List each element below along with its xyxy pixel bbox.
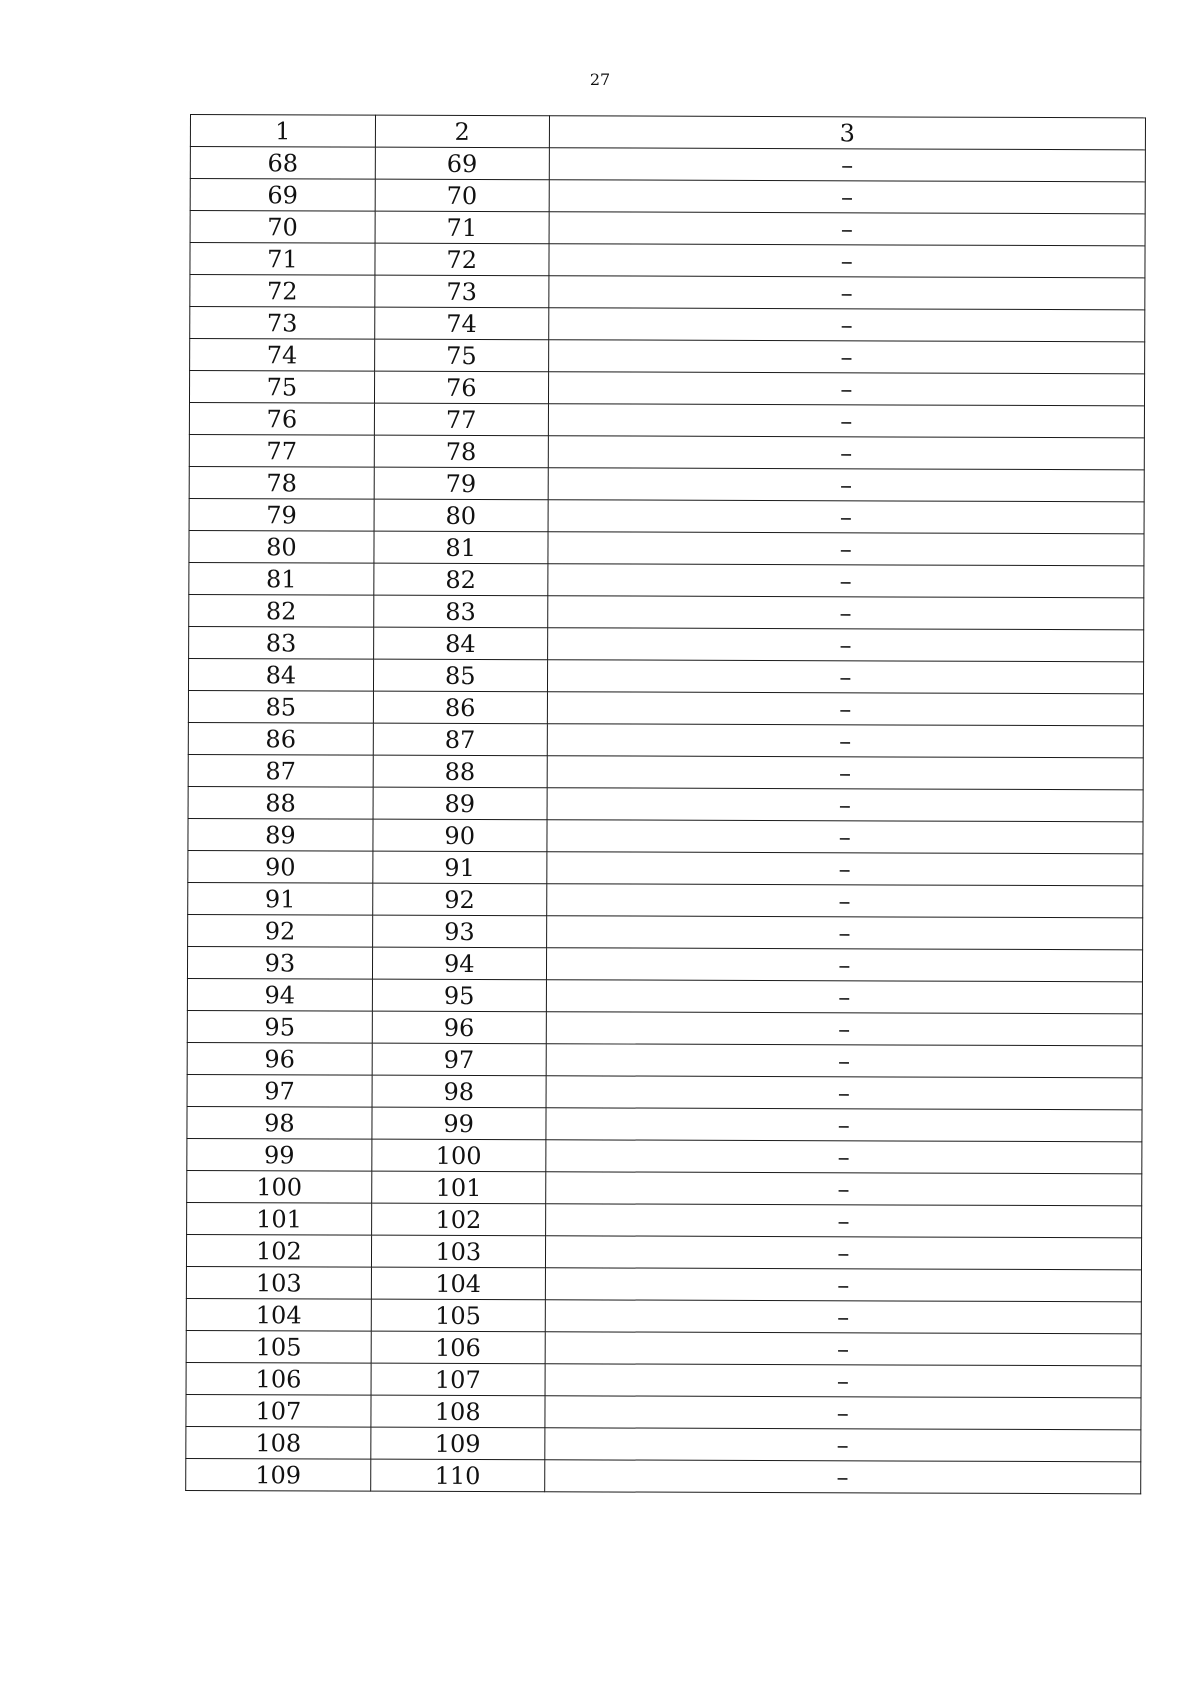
table-row	[187, 1074, 1142, 1109]
table-cell-col-2: 78	[374, 435, 548, 468]
table-cell-col-3: –	[548, 500, 1144, 534]
table-cell-col-2: 100	[372, 1139, 546, 1172]
table-cell-col-1: 94	[187, 978, 372, 1011]
table-cell-col-1: 98	[187, 1106, 372, 1139]
table-row	[186, 1362, 1141, 1397]
table-cell-col-2: 105	[371, 1299, 545, 1332]
table-row	[188, 850, 1143, 885]
table-cell-col-2: 107	[371, 1363, 545, 1396]
table-row	[190, 179, 1145, 214]
table-cell-col-3: –	[549, 212, 1145, 246]
table-cell-col-3: –	[545, 1364, 1141, 1398]
table-cell-col-2: 71	[375, 211, 549, 244]
table-row	[187, 1106, 1142, 1141]
table-cell-col-3: –	[547, 596, 1143, 630]
table-cell-col-1: 79	[189, 498, 374, 531]
table-cell-col-3: –	[545, 1236, 1141, 1270]
table-cell-col-3: –	[546, 916, 1142, 950]
table-cell-col-1: 88	[188, 786, 373, 819]
table-cell-col-1: 75	[189, 371, 374, 404]
table-cell-col-1: 108	[186, 1426, 371, 1459]
table-cell-col-1: 92	[188, 914, 373, 947]
table-cell-col-3: –	[547, 692, 1143, 726]
table-cell-col-2: 79	[374, 467, 548, 500]
table-cell-col-3: –	[547, 628, 1143, 662]
table-cell-col-3: –	[546, 1012, 1142, 1046]
table-cell-col-1: 90	[188, 850, 373, 883]
table-cell-col-3: –	[546, 1076, 1142, 1110]
table-row	[189, 371, 1144, 406]
table-row	[188, 882, 1143, 917]
table-cell-col-3: –	[549, 244, 1145, 278]
table-cell-col-1: 83	[189, 626, 374, 659]
table-row	[187, 1042, 1142, 1077]
table-cell-col-1: 71	[190, 243, 375, 276]
table-row	[186, 1330, 1141, 1365]
table-cell-col-3: –	[548, 276, 1144, 310]
table-row	[186, 1234, 1141, 1269]
table-cell-col-1: 81	[189, 562, 374, 595]
table-cell-col-3: –	[545, 1140, 1141, 1174]
table-cell-col-2: 75	[374, 339, 548, 372]
table-cell-col-1: 74	[190, 339, 375, 372]
table-cell-col-3: –	[546, 1108, 1142, 1142]
table-cell-col-3: –	[548, 404, 1144, 438]
table-cell-col-2: 86	[373, 691, 547, 724]
table-cell-col-3: –	[546, 948, 1142, 982]
table-row	[189, 594, 1144, 629]
table-cell-col-2: 93	[372, 915, 546, 948]
table-cell-col-2: 95	[372, 979, 546, 1012]
table-cell-col-1: 107	[186, 1394, 371, 1427]
table-cell-col-3: –	[547, 820, 1143, 854]
table-cell-col-1: 102	[186, 1234, 371, 1267]
table-cell-col-3: –	[549, 180, 1145, 214]
table-row	[186, 1298, 1141, 1333]
table-row	[188, 658, 1143, 693]
table-cell-col-1: 105	[186, 1330, 371, 1363]
table-row	[188, 690, 1143, 725]
table-cell-col-2: 92	[373, 883, 547, 916]
table-cell-col-3: –	[545, 1172, 1141, 1206]
table-row	[188, 722, 1143, 757]
table-row	[190, 339, 1145, 374]
table-cell-col-2: 81	[374, 531, 548, 564]
table-cell-col-2: 98	[372, 1075, 546, 1108]
table-cell-col-1: 82	[189, 594, 374, 627]
table-row	[190, 243, 1145, 278]
table-cell-col-1: 109	[186, 1458, 371, 1491]
table-cell-col-2: 101	[372, 1171, 546, 1204]
table-cell-col-3: –	[547, 788, 1143, 822]
table-cell-col-3: –	[546, 1044, 1142, 1078]
table-cell-col-3: –	[548, 436, 1144, 470]
table-cell-col-1: 73	[190, 307, 375, 340]
table-row	[189, 498, 1144, 533]
table-row	[188, 786, 1143, 821]
table-row	[189, 434, 1144, 469]
table-row	[190, 307, 1145, 342]
table-row	[186, 1426, 1141, 1461]
table-row	[190, 211, 1145, 246]
data-table	[185, 114, 1146, 1494]
table-cell-col-3: –	[545, 1268, 1141, 1302]
table-row	[190, 147, 1145, 182]
table-cell-col-2: 84	[373, 627, 547, 660]
table-cell-col-2: 94	[372, 947, 546, 980]
table-cell-col-3: –	[546, 884, 1142, 918]
table-cell-col-2: 70	[375, 179, 549, 212]
table-cell-col-1: 84	[188, 658, 373, 691]
table-cell-col-1: 101	[187, 1202, 372, 1235]
table-cell-col-3: –	[544, 1428, 1140, 1462]
table-cell-col-2: 90	[373, 819, 547, 852]
table-cell-col-2: 109	[371, 1427, 545, 1460]
table-cell-col-1: 97	[187, 1074, 372, 1107]
table-row	[186, 1394, 1141, 1429]
table-header-row	[190, 115, 1145, 150]
table-cell-col-2: 96	[372, 1011, 546, 1044]
table-row	[189, 626, 1144, 661]
column-header-2: 2	[375, 115, 549, 148]
table-row	[187, 978, 1142, 1013]
table-cell-col-3: –	[548, 340, 1144, 374]
table-cell-col-3: –	[547, 724, 1143, 758]
table-cell-col-3: –	[549, 148, 1145, 182]
table-cell-col-3: –	[545, 1300, 1141, 1334]
table-cell-col-1: 78	[189, 466, 374, 499]
table-cell-col-1: 96	[187, 1042, 372, 1075]
table-cell-col-1: 99	[187, 1138, 372, 1171]
table-cell-col-1: 106	[186, 1362, 371, 1395]
table-row	[187, 946, 1142, 981]
table-cell-col-2: 104	[371, 1267, 545, 1300]
table-row	[187, 1170, 1142, 1205]
table-cell-col-1: 80	[189, 530, 374, 563]
table-row	[187, 1202, 1142, 1237]
table-cell-col-1: 89	[188, 818, 373, 851]
table-row	[187, 1010, 1142, 1045]
table-cell-col-3: –	[548, 372, 1144, 406]
table-cell-col-2: 103	[371, 1235, 545, 1268]
table-row	[189, 466, 1144, 501]
table-cell-col-1: 68	[190, 147, 375, 180]
table-cell-col-2: 72	[375, 243, 549, 276]
table-row	[190, 275, 1145, 310]
table-cell-col-3: –	[547, 756, 1143, 790]
table-cell-col-2: 106	[371, 1331, 545, 1364]
table-cell-col-1: 91	[188, 882, 373, 915]
table-cell-col-2: 110	[371, 1459, 545, 1492]
table-cell-col-2: 87	[373, 723, 547, 756]
table-cell-col-1: 100	[187, 1170, 372, 1203]
table-cell-col-2: 99	[372, 1107, 546, 1140]
table-row	[188, 754, 1143, 789]
table-cell-col-3: –	[545, 1332, 1141, 1366]
table-cell-col-1: 103	[186, 1266, 371, 1299]
table-row	[187, 1138, 1142, 1173]
table-cell-col-3: –	[546, 852, 1142, 886]
table-cell-col-3: –	[544, 1460, 1140, 1494]
table-cell-col-3: –	[548, 468, 1144, 502]
table-row	[186, 1458, 1141, 1493]
table-cell-col-2: 88	[373, 755, 547, 788]
table-cell-col-2: 82	[374, 563, 548, 596]
table-cell-col-2: 102	[371, 1203, 545, 1236]
table-cell-col-2: 83	[374, 595, 548, 628]
table-cell-col-2: 80	[374, 499, 548, 532]
table-cell-col-3: –	[545, 1396, 1141, 1430]
table-cell-col-2: 91	[373, 851, 547, 884]
table-row	[189, 562, 1144, 597]
table-cell-col-2: 97	[372, 1043, 546, 1076]
table-cell-col-1: 95	[187, 1010, 372, 1043]
table-row	[186, 1266, 1141, 1301]
column-header-3: 3	[549, 116, 1145, 150]
table-cell-col-3: –	[548, 308, 1144, 342]
table-cell-col-1: 93	[187, 946, 372, 979]
table-row	[189, 530, 1144, 565]
table-cell-col-3: –	[547, 564, 1143, 598]
column-header-1: 1	[190, 115, 375, 148]
table-cell-col-2: 76	[374, 371, 548, 404]
table-row	[188, 914, 1143, 949]
table-cell-col-1: 86	[188, 722, 373, 755]
page-number: 27	[589, 70, 611, 89]
table-cell-col-2: 69	[375, 147, 549, 180]
table-cell-col-2: 74	[375, 307, 549, 340]
table-cell-col-3: –	[545, 1204, 1141, 1238]
table-cell-col-1: 87	[188, 754, 373, 787]
table-row	[189, 403, 1144, 438]
table-cell-col-3: –	[548, 532, 1144, 566]
table-cell-col-2: 77	[374, 403, 548, 436]
table-body	[186, 147, 1146, 1494]
table-cell-col-1: 85	[188, 690, 373, 723]
table-cell-col-1: 70	[190, 211, 375, 244]
table-cell-col-2: 108	[371, 1395, 545, 1428]
table-cell-col-2: 73	[375, 275, 549, 308]
table-cell-col-1: 77	[189, 434, 374, 467]
table-cell-col-2: 85	[373, 659, 547, 692]
table-cell-col-1: 76	[189, 403, 374, 436]
table-cell-col-1: 69	[190, 179, 375, 212]
table-cell-col-1: 104	[186, 1298, 371, 1331]
table-cell-col-3: –	[547, 660, 1143, 694]
table-cell-col-1: 72	[190, 275, 375, 308]
table-row	[188, 818, 1143, 853]
table-cell-col-3: –	[546, 980, 1142, 1014]
table-cell-col-2: 89	[373, 787, 547, 820]
